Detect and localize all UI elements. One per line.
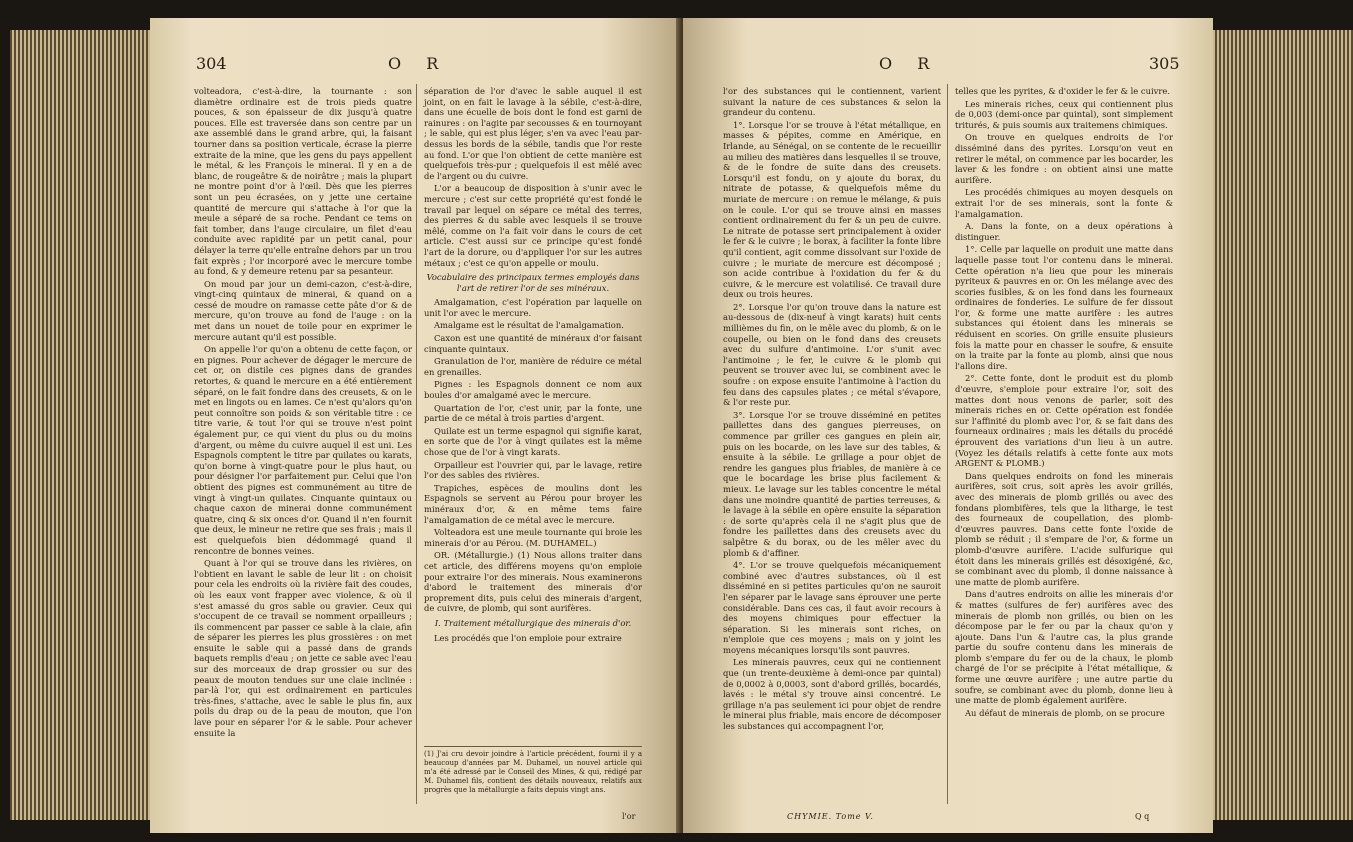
right-column-2 bbox=[955, 86, 1173, 720]
paragraph: volteadora, c'est-à-dire, la tournante : son diamètre ordinaire est de trois pieds quatre pouces, & son épaisseur de dix jusqu'à quatre pouces. Elle est traversée dans son centre par un axe assemblé dans le grand arbre, qui, la faisant tourner dans sa position verticale, écrase la pierre extraite de la mine, que les gens du pays appellent le métal, & les François le minerai. Il y en a de blanc, de rougeâtre & de noirâtre ; mais la plupart ne montre point d'or à l'œil. Dès que les pierres sont un peu écrasées, on y jette une certaine quantité de mercure qui s'attache à l'or que la meule a séparé de sa roche. Pendant ce tems on fait tomber, dans l'auge circulaire, un filet d'eau conduite avec rapidité par un petit canal, pour délayer la terre qu'elle entraîne dehors par un trou fait exprès ; l'or incorporé avec le mercure tombe au fond, & y demeure retenu par sa pesanteur. bbox=[194, 86, 413, 277]
paragraph: 2°. Lorsque l'or qu'on trouve dans la nature est au-dessous de (dix-neuf à vingt karats) huit cents millièmes du fin, on le mêle avec du plomb, & on le coupelle, ou bien on le fond dans des creusets avec du sulfure d'antimoine. L'or s'unit avec l'antimoine ; le fer, le cuivre & le plomb qui peuvent se trouver avec lui, se combinent avec le soufre : on expose ensuite l'antimoine à l'action du feu dans des capsules plates ; ce métal s'évapore, & l'or reste pur. bbox=[723, 301, 941, 408]
paragraph: Les minerais riches, ceux qui contiennent plus de 0,003 (demi-once par quintal), sont simplement triturés, & puis soumis aux traitemens chimiques. bbox=[955, 98, 1173, 130]
paragraph: Les procédés chimiques au moyen desquels on extrait l'or de ses minerais, sont la fonte & l'amalgamation. bbox=[955, 187, 1173, 219]
article-intro: OR. (Métallurgie.) (1) Nous allons traiter dans cet article, des différens moyens qu'on emploie pour extraire l'or des minerais. Nous examinerons d'abord le traitement des minerais d'or proprement dits, puis celui des minerais d'argent, de cuivre, de plomb, qui sont aurifères. bbox=[424, 550, 642, 614]
paragraph: Dans d'autres endroits on allie les minerais d'or & mattes (sulfures de fer) aurifères avec des minerais de plomb non grillés, ou bien on les décompose par le fer ou par la chaux qu'on y ajoute. Dans l'un & l'autre cas, la plus grande partie du soufre contenu dans les minerais de plomb s'empare du fer ou de la chaux, le plomb chargé de l'or se précipite à l'état métallique, & forme une œuvre aurifère ; une autre partie du soufre, se combinant avec du plomb, donne lieu à une matte de plomb également aurifère. bbox=[955, 589, 1173, 706]
paragraph: On appelle l'or qu'on a obtenu de cette façon, or en pignes. Pour achever de dégager le mercure de cet or, on distile ces pignes dans de grandes retortes, & quand le mercure en a été entièrement séparé, on le fait fondre dans des creusets, & on le met en lingots ou en lames. Ce n'est qu'alors qu'on peut connoître son poids & son véritable titre : ce titre varie, & tout l'or qui se trouve n'est point également pur, ce qui vient du plus ou du moins d'argent, ou même du cuivre auquel il est uni. Les Espagnols comptent le titre par quilates ou karats, qu'on borne à vingt-quatre pour le plus haut, ou pour désigner l'or parfaitement pur. Celui que l'on obtient des pignes est communément au titre de vingt à vingt-un quilates. Cinquante quintaux ou chaque caxon de minerai donne communément quatre, cinq & six onces d'or. Quand il n'en fournit que deux, le mineur ne retire que ses frais ; mais il est quelquefois bien dédommagé quand il rencontre de bonnes veines. bbox=[194, 344, 412, 556]
column-rule bbox=[416, 84, 417, 804]
right-column-1 bbox=[723, 86, 941, 734]
signature-mark: Q q bbox=[1135, 812, 1150, 821]
vocab-entry: Quartation de l'or, c'est unir, par la fonte, une partie de ce métal à trois parties d'argent. bbox=[424, 402, 642, 424]
footer-volume: CHYMIE. Tome V. bbox=[787, 812, 874, 821]
paragraph: On trouve en quelques endroits de l'or disséminé dans des pyrites. Lorsqu'on veut en retirer le métal, on commence par les bocarder, les laver & les fondre : on obtient ainsi une matte aurifère. bbox=[955, 132, 1173, 185]
vocab-entry: Caxon est une quantité de minéraux d'or faisant cinquante quintaux. bbox=[424, 333, 642, 354]
left-page-number: 304 bbox=[196, 54, 227, 73]
paragraph: 1°. Celle par laquelle on produit une matte dans laquelle passe tout l'or contenu dans le minerai. Cette opération n'a lieu que pour les minerais pyriteux & pauvres en or. On les mélange avec des scories fusibles, & on les fond dans les fourneaux ordinaires de fonderies. Le sulfure de fer dissout l'or, & forme une matte aurifère : les autres substances qui étoient dans les minerais se réduisent en scories. On grille ensuite plusieurs fois la matte pour en chasser le soufre, & ensuite on la traite par la fonte au plomb, ainsi que nous l'allons dire. bbox=[955, 244, 1173, 371]
vocab-entry: Granulation de l'or, manière de réduire ce métal en grenailles. bbox=[424, 356, 642, 377]
vocab-entry: Amalgamation, c'est l'opération par laquelle on unit l'or avec le mercure. bbox=[424, 297, 642, 318]
vocab-entry: Trapiches, espèces de moulins dont les Espagnols se servent au Pérou pour broyer les minéraux d'or, & en même tems faire l'amalgamation de ce métal avec le mercure. bbox=[424, 482, 642, 525]
paragraph: 2°. Cette fonte, dont le produit est du plomb d'œuvre, s'emploie pour extraire l'or, soit des mattes dont nous venons de parler, soit des minerais riches en or. Cette opération est fondée sur l'affinité du plomb avec l'or, & se fait dans des fourneaux ordinaires ; mais les détails du procédé éprouvent des variations d'un lieu à un autre. (Voyez les détails relatifs à cette fonte aux mots ARGENT & PLOMB.) bbox=[955, 373, 1173, 469]
right-running-head: O R bbox=[879, 54, 940, 73]
paragraph: Dans quelques endroits on fond les minerais aurifères, soit crus, soit après les avoir grillés, avec des minerais de plomb grillés ou avec des fondans plombifères, tels que la litharge, le test des fourneaux de coupellation, des plomb-d'œuvres pauvres. Dans cette fonte l'oxide de plomb se réduit ; il s'empare de l'or, & forme un plomb-d'œuvre aurifère. L'acide sulfurique qui étoit dans les minerais grillés est désoxigéné, &c, se combinant avec du plomb, il donne naissance à une matte de plomb aurifère. bbox=[955, 470, 1173, 587]
paragraph: Les procédés que l'on emploie pour extraire bbox=[434, 632, 622, 643]
vocab-entry: Quilate est un terme espagnol qui signifie karat, en sorte que de l'or à vingt quilates est la même chose que de l'or à vingt karats. bbox=[424, 425, 642, 457]
paragraph: A. Dans la fonte, on a deux opérations à distinguer. bbox=[955, 221, 1173, 242]
column-rule bbox=[947, 84, 948, 804]
page-edges-right bbox=[1213, 30, 1353, 820]
right-page bbox=[683, 18, 1213, 833]
left-running-head: O R bbox=[388, 54, 449, 73]
paragraph: 3°. Lorsque l'or se trouve disséminé en petites paillettes dans des gangues pierreuses, on commence par griller ces gangues en plein air, puis on les bocarde, on les lave sur des tables, & ensuite à la sébile. Le grillage a pour objet de rendre les gangues plus friables, de manière à ce que le bocardage les brise plus facilement & mieux. Le lavage sur les tables concentre le métal dans une moindre quantité de parties terreuses, & le lavage à la sébile en opère ensuite la séparation : de sorte qu'après cela il ne s'agit plus que de fondre les paillettes dans des creusets avec du salpêtre & du borax, ou de les mêler avec du plomb & d'affiner. bbox=[723, 409, 941, 558]
left-column-2 bbox=[424, 86, 642, 645]
paragraph: Quant à l'or qui se trouve dans les rivières, on l'obtient en lavant le sable de leur lit : on choisit pour cela les endroits où la rivière fait des coudes, où les eaux vont frapper avec violence, & où il s'est amassé du gros sable ou gravier. Ceux qui s'occupent de ce travail se nomment orpailleurs ; ils commencent par passer ce sable à la claie, afin de séparer les pierres les plus grossières : on met ensuite le sable qui a passé dans de grands baquets remplis d'eau ; on jette ce sable avec l'eau sur des morceaux de drap grossier ou sur des peaux de mouton tendues sur une claie inclinée : par-là l'or, qui est ordinairement en particules très-fines, s'attache, avec le sable le plus fin, aux poils du drap ou de la peau de mouton, que l'on lave pour en séparer l'or & le sable. Pour achever ensuite la bbox=[194, 558, 412, 738]
paragraph: telles que les pyrites, & d'oxider le fer & le cuivre. bbox=[955, 86, 1171, 96]
right-page-number: 305 bbox=[1149, 54, 1180, 73]
paragraph: L'or a beaucoup de disposition à s'unir avec le mercure ; c'est sur cette propriété qu'est fondé le travail par lequel on sépare ce métal des terres, des pierres & du sable avec lesquels il se trouve mêlé, comme on l'a fait voir dans le cours de cet article. C'est aussi sur ce principe qu'est fondé l'art de la dorure, ou d'appliquer l'or sur les autres métaux ; c'est ce qu'on appelle or moulu. bbox=[424, 183, 642, 268]
paragraph: 1°. Lorsque l'or se trouve à l'état métallique, en masses & pépites, comme en Amérique, en Irlande, au Sénégal, on se contente de le recueillir au milieu des matières dans lesquelles il se trouve, & de le fondre de suite dans des creusets. Lorsqu'il est fondu, on y ajoute du borax, du nitrate de potasse, & quelquefois même du muriate de mercure : on remue le mélange, & puis on le coule. L'or qui se trouve ainsi en masses contient ordinairement du fer & un peu de cuivre. Le nitrate de potasse sert principalement à oxider le fer & le cuivre ; le borax, à faciliter la fonte libre qu'il contient, agit comme dissolvant sur l'oxide de cuivre ; le muriate de mercure est décomposé ; son acide contribue à l'oxidation du fer & du cuivre, & le mercure est volatilisé. Ce travail dure deux ou trois heures. bbox=[723, 119, 941, 300]
paragraph: Les minerais pauvres, ceux qui ne contiennent que (un trente-deuxième à demi-once par quintal) de 0,0002 à 0,0003, sont d'abord grillés, bocardés, lavés : le métal s'y trouve ainsi concentré. Le grillage n'a pas seulement ici pour objet de rendre le minerai plus friable, mais encore de décomposer les substances qui accompagnent l'or, bbox=[723, 657, 942, 732]
left-page bbox=[150, 18, 680, 833]
catchword: l'or bbox=[622, 812, 636, 821]
section-heading: I. Traitement métallurgique des minerais d'or. bbox=[434, 617, 632, 628]
vocab-entry: Volteadora est une meule tournante qui broie les minerais d'or au Pérou. (M. DUHAMEL.) bbox=[424, 527, 642, 548]
footnote: (1) J'ai cru devoir joindre à l'article précédent, fourni il y a beaucoup d'années par M. Duhamel, un nouvel article qui m'a été adressé par le Conseil des Mines, & qui, rédigé par M. Duhamel fils, contient des détails nouveaux, relatifs aux progrès que la métallurgie a faits depuis vingt ans. bbox=[424, 746, 642, 795]
vocab-entry: Orpailleur est l'ouvrier qui, par le lavage, retire l'or des sables des rivières. bbox=[424, 459, 642, 481]
vocab-entry: Pignes : les Espagnols donnent ce nom aux boules d'or amalgamé avec le mercure. bbox=[424, 379, 642, 401]
paragraph: l'or des substances qui le contiennent, varient suivant la nature de ces substances & selon la grandeur du contenu. bbox=[723, 86, 941, 118]
vocabulary-heading: Vocabulaire des principaux termes employés dans l'art de retirer l'or de ses minéraux. bbox=[426, 272, 640, 293]
paragraph: On moud par jour un demi-cazon, c'est-à-dire, vingt-cinq quintaux de minerai, & quand on a cessé de moudre on ramasse cette pâte d'or & de mercure, qu'on trouve au fond de l'auge : on la met dans un nouet de toile pour en exprimer le mercure autant qu'il est possible. bbox=[194, 278, 412, 342]
paragraph: 4°. L'or se trouve quelquefois mécaniquement combiné avec d'autres substances, où il est disséminé en si petites particules qu'on ne sauroit l'en séparer par le lavage sans éprouver une perte considérable. Dans ces cas, il faut avoir recours à des moyens chimiques pour effectuer la séparation. Si les minerais sont riches, on n'emploie que ces moyens ; mais on y joint les moyens mécaniques lorsqu'ils sont pauvres. bbox=[723, 560, 941, 655]
page-edges-left bbox=[10, 30, 150, 820]
paragraph: Au défaut de minerais de plomb, on se procure bbox=[965, 707, 1165, 718]
left-column-1 bbox=[194, 86, 412, 740]
vocab-entry: Amalgame est le résultat de l'amalgamation. bbox=[434, 320, 624, 331]
paragraph: séparation de l'or d'avec le sable auquel il est joint, on en fait le lavage à la sébile, c'est-à-dire, dans une écuelle de bois dont le fond est garni de rainures : on l'agite par secousses & en tournoyant ; le sable, qui est plus léger, s'en va avec l'eau par-dessus les bords de la sébile, tandis que l'or reste au fond. L'or que l'on obtient de cette manière est quelquefois très-pur ; quelquefois il est mêlé avec de l'argent ou du cuivre. bbox=[424, 86, 642, 181]
